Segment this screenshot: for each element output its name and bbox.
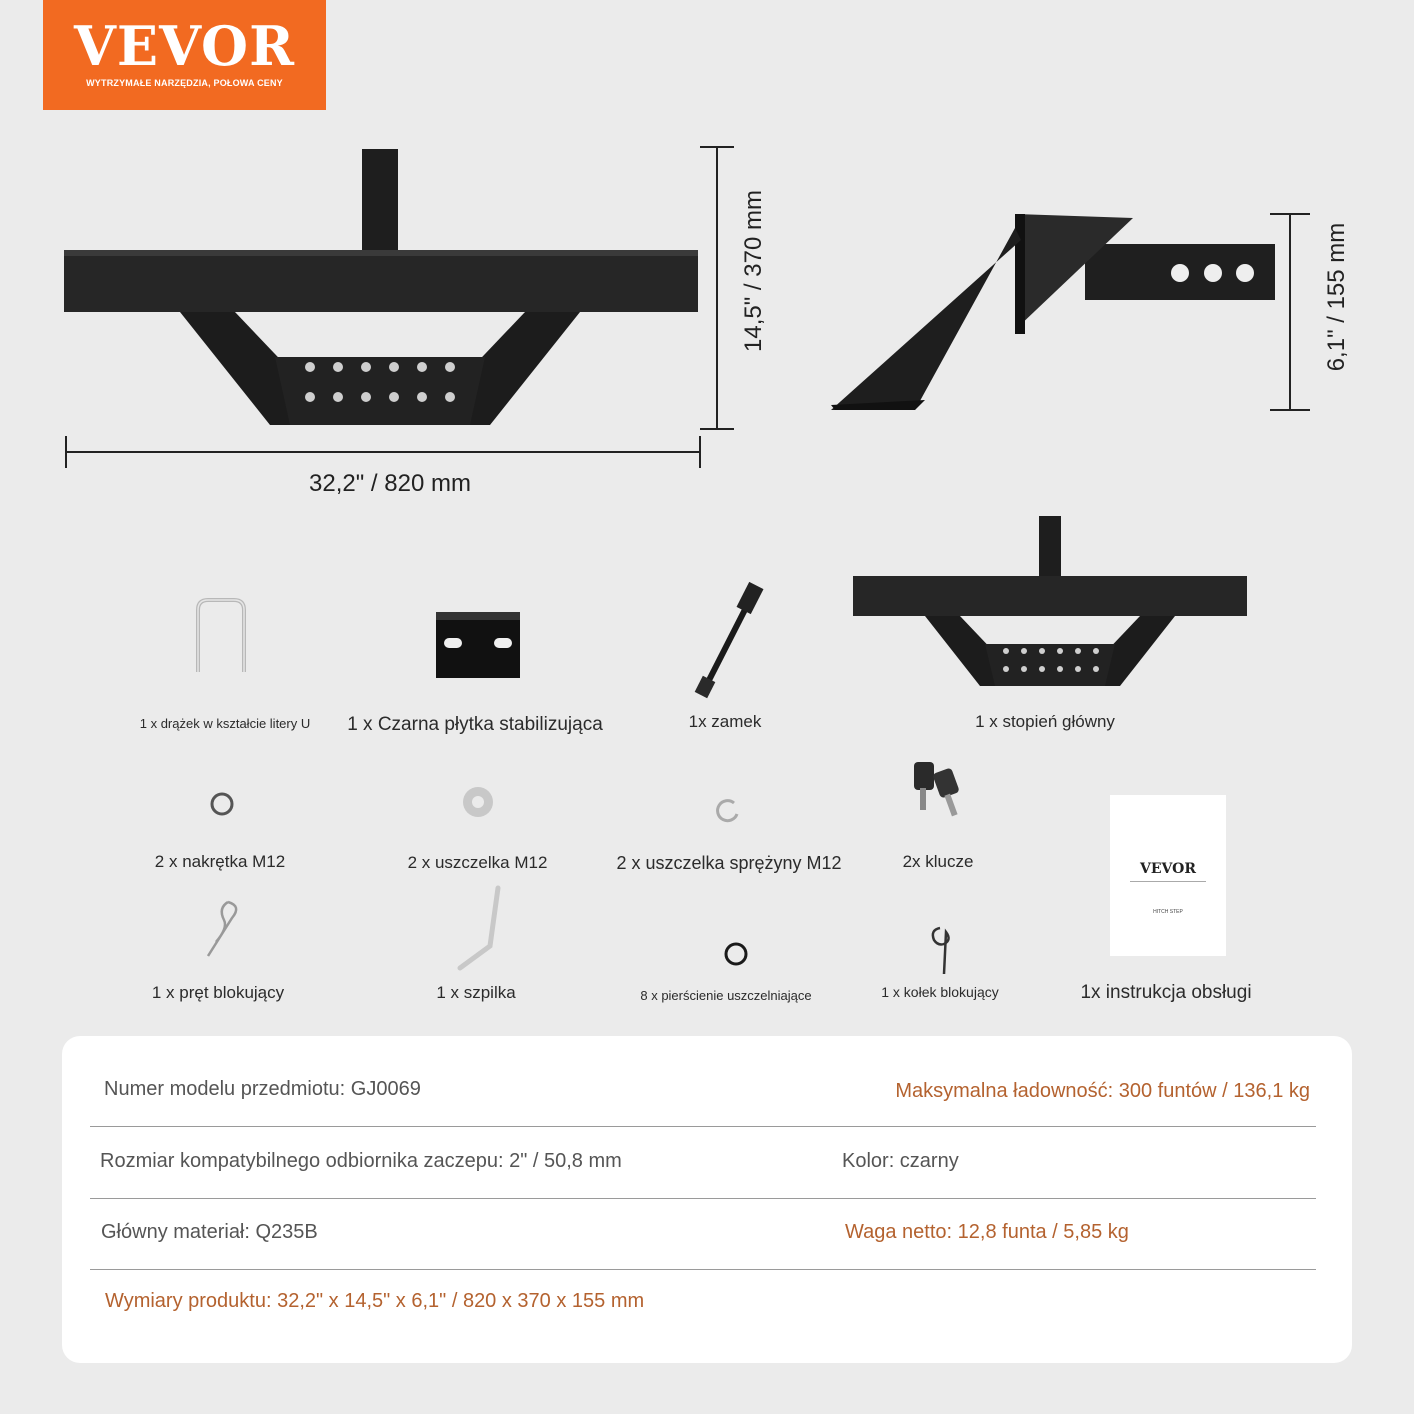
brand-logo xyxy=(43,0,326,110)
spec-divider xyxy=(90,1198,1316,1199)
spec-receiver-size: Rozmiar kompatybilnego odbiornika zaczepu: 2" / 50,8 mm xyxy=(100,1150,622,1172)
spec-max-load: Maksymalna ładowność: 300 funtów / 136,1 kg xyxy=(895,1080,1310,1102)
main-step-icon xyxy=(850,514,1250,690)
spec-net-weight: Waga netto: 12,8 funta / 5,85 kg xyxy=(845,1221,1129,1243)
spec-color: Kolor: czarny xyxy=(842,1150,959,1172)
side-view-step-icon xyxy=(825,210,1285,420)
part-label-cotter-pin: 1 x kołek blokujący xyxy=(881,984,999,1000)
part-label-u-bolt: 1 x drążek w kształcie litery U xyxy=(139,716,311,731)
depth-dimension-label: 6,1" / 155 mm xyxy=(1323,222,1350,372)
spec-material: Główny materiał: Q235B xyxy=(101,1221,318,1243)
part-label-lock: 1x zamek xyxy=(688,712,762,731)
spec-divider xyxy=(90,1126,1316,1127)
part-label-spring-washer: 2 x uszczelka sprężyny M12 xyxy=(616,853,842,873)
manual-divider xyxy=(1130,881,1206,882)
locking-clip-icon xyxy=(198,898,246,964)
part-label-main-step: 1 x stopień główny xyxy=(975,712,1115,731)
part-label-washer: 2 x uszczelka M12 xyxy=(407,853,548,872)
hitch-lock-pin-icon xyxy=(690,582,770,700)
spec-model: Numer modelu przedmiotu: GJ0069 xyxy=(104,1078,421,1100)
manual-brand: VEVOR xyxy=(1140,861,1196,877)
part-label-nut: 2 x nakrętka M12 xyxy=(154,852,286,871)
spec-product-dimensions: Wymiary produktu: 32,2" x 14,5" x 6,1" / 820 x 370 x 155 mm xyxy=(105,1290,645,1312)
keys-icon xyxy=(908,756,970,820)
part-label-o-rings: 8 x pierścienie uszczelniające xyxy=(640,988,812,1003)
u-bolt-icon xyxy=(192,596,252,674)
width-dimension-label: 32,2" / 820 mm xyxy=(309,470,471,497)
pin-icon xyxy=(454,884,506,974)
stabilizer-plate-icon xyxy=(434,608,522,680)
spec-divider xyxy=(90,1269,1316,1270)
specs-card xyxy=(62,1036,1352,1363)
depth-dimension-line xyxy=(1268,212,1312,414)
spring-washer-icon xyxy=(714,798,742,826)
part-label-pin: 1 x szpilka xyxy=(436,983,516,1002)
brand-name: VEVOR xyxy=(74,14,295,78)
nut-icon xyxy=(208,790,236,818)
cotter-pin-icon xyxy=(926,924,956,978)
height-dimension-label: 14,5" / 370 mm xyxy=(740,190,767,352)
front-view-step-icon xyxy=(60,145,710,435)
washer-icon xyxy=(460,784,496,820)
part-label-manual: 1x instrukcja obsługi xyxy=(1080,982,1252,1003)
o-ring-icon xyxy=(722,940,750,968)
part-label-locking-rod: 1 x pręt blokujący xyxy=(151,983,285,1002)
width-dimension-line xyxy=(64,432,704,472)
manual-icon xyxy=(1110,795,1226,956)
part-label-keys: 2x klucze xyxy=(902,852,974,871)
part-label-stabilizer-plate: 1 x Czarna płytka stabilizująca xyxy=(347,714,603,735)
brand-tagline: WYTRZYMAŁE NARZĘDZIA, POŁOWA CENY xyxy=(86,78,283,88)
manual-title: HITCH STEP xyxy=(1153,909,1183,915)
height-dimension-line xyxy=(698,145,738,435)
